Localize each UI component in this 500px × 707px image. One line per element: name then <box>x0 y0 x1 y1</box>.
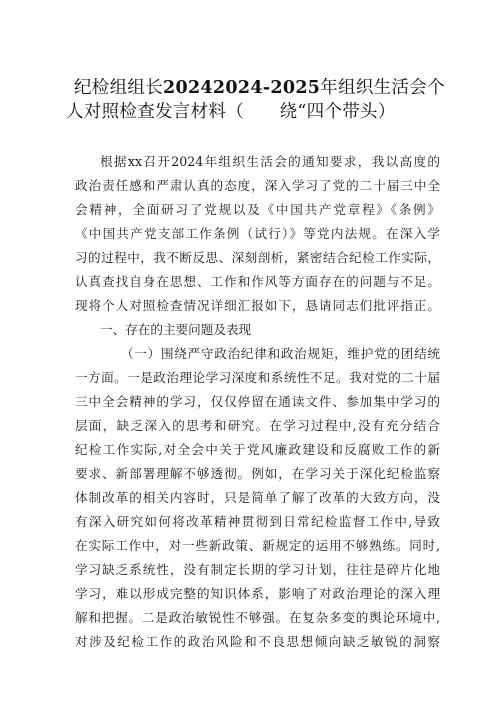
body-line: 认真查找自身在思想、工作和作风等方面存在的问题与不足。 <box>75 274 440 289</box>
body-line: 要求、新部署理解不够透彻。例如，在学习关于深化纪检监察 <box>75 466 440 481</box>
body-line: 对涉及纪检工作的政治风险和不良思想倾向缺乏敏锐的洞察 <box>75 634 440 649</box>
body-line: 三中全会精神的学习，仅仅停留在通读文件、参加集中学习的 <box>75 394 440 409</box>
body-line: 体制改革的相关内容时，只是简单了解了改革的大致方向，没 <box>75 490 440 505</box>
body-line: 现将个人对照检查情况详细汇报如下，恳请同志们批评指正。 <box>75 298 440 313</box>
body-line: 政治责任感和严肃认真的态度，深入学习了党的二十届三中全 <box>75 178 440 193</box>
body-line: 学习缺乏系统性，没有制定长期的学习计划，往往是碎片化地 <box>75 562 440 577</box>
title-prefix: 纪检组组长 <box>74 78 163 98</box>
document-title-line-2: 人对照检查发言材料（ 绕“四个带头） <box>66 102 396 122</box>
body-line: 纪检工作实际,对全会中关于党风廉政建设和反腐败工作的新 <box>75 442 440 457</box>
body-line: 根据xx召开2024年组织生活会的通知要求，我以高度的 <box>100 154 440 169</box>
body-line: 层面，缺乏深入的思考和研究。在学习过程中,没有充分结合 <box>75 418 440 433</box>
title-year-range: 20242024-2025 <box>163 78 321 98</box>
body-line: 有深入研究如何将改革精神贯彻到日常纪检监督工作中,导致 <box>75 514 440 529</box>
section-heading: 一、存在的主要问题及表现 <box>100 322 252 337</box>
body-line: 《中国共产党支部工作条例（试行）》等党内法规。在深入学 <box>75 226 440 241</box>
title-suffix: 年组织生活会个 <box>320 78 445 98</box>
body-line: 学习，难以形成完整的知识体系，影响了对政治理论的深入理 <box>75 586 440 601</box>
document-title-line-1 <box>74 76 454 100</box>
body-line: 解和把握。二是政治敏锐性不够强。在复杂多变的舆论环境中, <box>75 610 440 625</box>
body-line: 会精神，全面研习了党规以及《中国共产党章程》《条例》 <box>75 202 440 217</box>
body-line: 在实际工作中，对一些新政策、新规定的运用不够熟练。同时, <box>75 538 440 553</box>
body-line: 习的过程中，我不断反思、深刻剖析，紧密结合纪检工作实际， <box>75 250 440 265</box>
body-line: （一）围绕严守政治纪律和政治规矩，维护党的团结统 <box>121 346 440 361</box>
body-line: 一方面。一是政治理论学习深度和系统性不足。我对党的二十届 <box>75 370 440 385</box>
document-body <box>75 150 440 654</box>
